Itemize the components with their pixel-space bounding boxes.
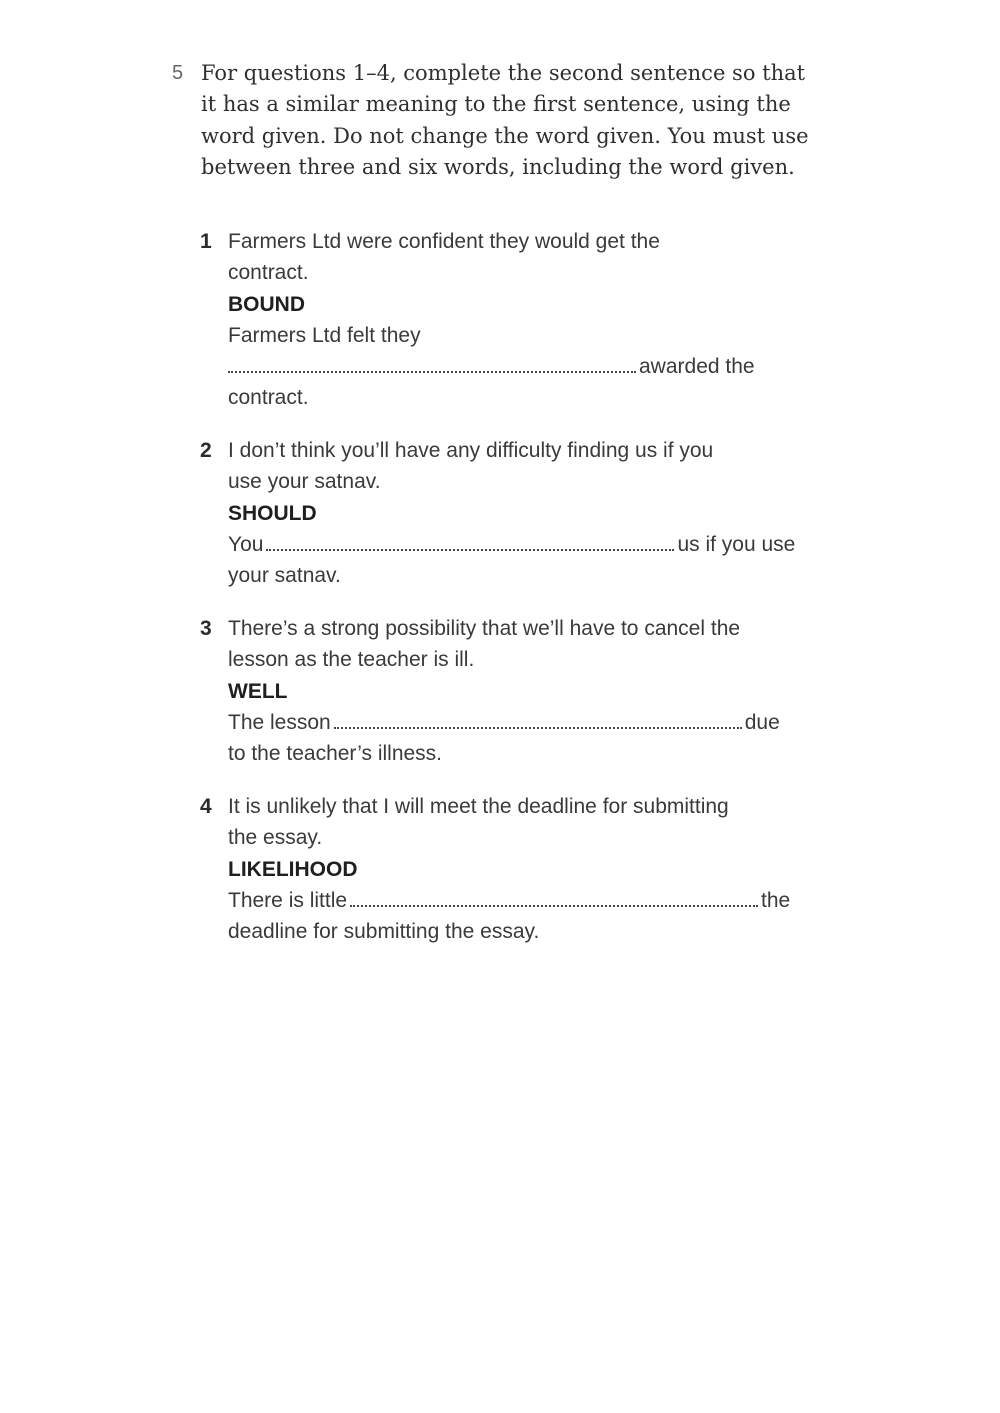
- answer-start: You: [228, 532, 264, 556]
- answer-after-gap: due: [744, 710, 780, 734]
- answer-gap[interactable]: [228, 370, 636, 373]
- answer-end: to the teacher’s illness.: [228, 742, 443, 766]
- answer-end: contract.: [228, 386, 309, 410]
- question-2: [200, 435, 820, 591]
- question-prompt-cont: lesson as the teacher is ill.: [228, 648, 475, 672]
- question-number: 1: [200, 230, 212, 253]
- exercise-instructions: [172, 58, 811, 183]
- answer-end: your satnav.: [228, 564, 341, 588]
- keyword: BOUND: [228, 292, 305, 316]
- exercise-number: 5: [172, 62, 184, 84]
- keyword: WELL: [228, 679, 288, 703]
- answer-start: There is little: [228, 888, 348, 912]
- question-3: [200, 613, 820, 769]
- question-number: 4: [200, 795, 212, 818]
- exercise-5: [172, 58, 832, 183]
- answer-gap[interactable]: [266, 548, 674, 551]
- answer-gap[interactable]: [350, 904, 758, 907]
- question-4: [200, 791, 820, 947]
- question-number: 3: [200, 617, 212, 640]
- question-prompt-cont: use your satnav.: [228, 470, 381, 494]
- question-prompt: There’s a strong possibility that we’ll have to cancel the: [228, 617, 741, 640]
- answer-after-gap: awarded the: [639, 355, 755, 379]
- keyword: LIKELIHOOD: [228, 857, 358, 881]
- instruction-text: For questions 1–4, complete the second sentence so that it has a similar meaning to the first sentence, using the word given. Do not change the word given. You must use between three and six words, including the word given.: [201, 61, 809, 179]
- answer-start: The lesson: [228, 710, 331, 734]
- question-prompt: It is unlikely that I will meet the deadline for submitting: [228, 795, 729, 818]
- answer-end: deadline for submitting the essay.: [228, 920, 540, 944]
- question-prompt-cont: contract.: [228, 261, 309, 285]
- answer-start: Farmers Ltd felt they: [228, 323, 421, 347]
- question-1: [200, 226, 820, 414]
- answer-gap[interactable]: [334, 726, 742, 729]
- question-prompt-cont: the essay.: [228, 826, 323, 850]
- answer-after-gap: the: [761, 888, 791, 912]
- question-prompt: I don’t think you’ll have any difficulty finding us if you: [228, 439, 714, 462]
- question-number: 2: [200, 439, 212, 462]
- question-prompt: Farmers Ltd were confident they would get the: [228, 230, 660, 253]
- answer-after-gap: us if you use: [677, 532, 796, 556]
- keyword: SHOULD: [228, 501, 317, 525]
